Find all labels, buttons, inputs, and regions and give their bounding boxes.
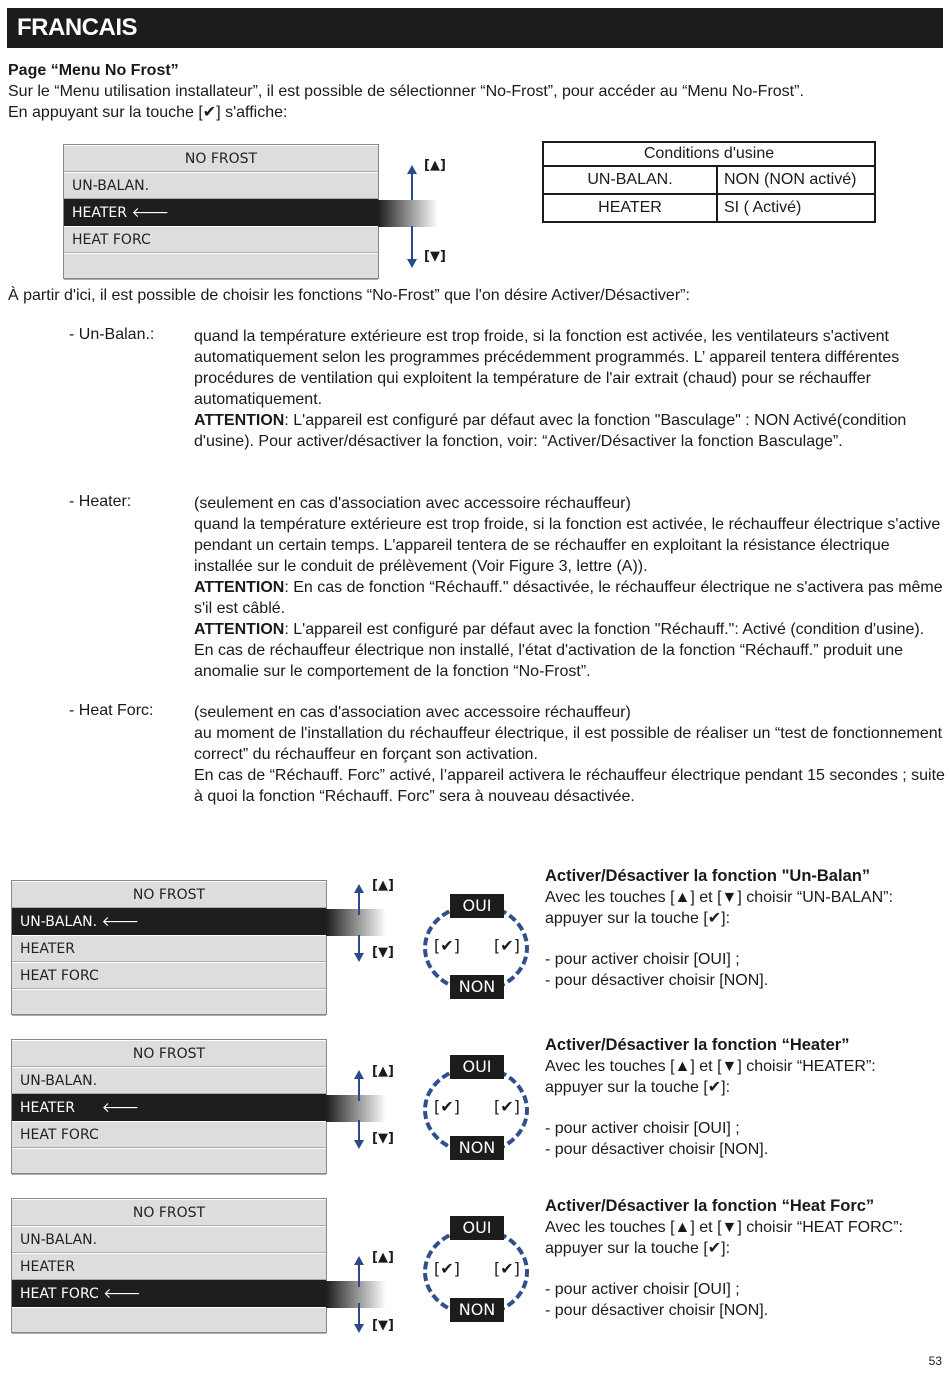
menu-item-unbalan-selected bbox=[12, 908, 326, 935]
intro-line2: En appuyant sur la touche [✔] s'affiche: bbox=[8, 104, 288, 121]
menu-item-heatforc: HEAT FORC bbox=[12, 962, 326, 989]
section-line: Avec les touches [▲] et [▼] choisir “UN-BALAN”: bbox=[545, 889, 893, 906]
table-row bbox=[543, 194, 875, 222]
section-line: Avec les touches [▲] et [▼] choisir “HEAT FORC”: bbox=[545, 1219, 903, 1236]
check-key-right: [✔] bbox=[494, 1259, 520, 1278]
attention-text: : En cas de fonction “Réchauff." désactivée, le réchauffeur électrique ne s'activera pas même s'il est câblé. bbox=[194, 579, 943, 617]
non-button: NON bbox=[450, 1298, 504, 1322]
key-down: [▼] bbox=[424, 249, 446, 264]
table-cell: UN-BALAN. bbox=[543, 166, 717, 194]
attention-label: ATTENTION bbox=[194, 412, 285, 429]
function-desc-unbalan bbox=[194, 326, 946, 452]
section-unbalan-text bbox=[545, 866, 945, 991]
table-cell: SI ( Activé) bbox=[717, 194, 875, 222]
section-heatforc-text bbox=[545, 1196, 945, 1321]
table-cell: HEATER bbox=[543, 194, 717, 222]
key-up: [▲] bbox=[372, 878, 394, 893]
arrow-down-icon bbox=[354, 1140, 364, 1149]
lcd-menu-heater bbox=[11, 1039, 327, 1174]
attention-text: : L'appareil est configuré par défaut avec la fonction "Réchauff.": Activé (condition d'usine). En cas de réchauffeur électrique non installé, l'état d'activation de la fonction “Réchauff.” produit une anomalie sur le comportement de la fonction “No-Frost”. bbox=[194, 621, 925, 680]
menu-empty-row bbox=[12, 1307, 326, 1334]
arrow-down-icon bbox=[407, 259, 417, 268]
arrow-down-icon bbox=[354, 953, 364, 962]
intro-heading: Page “Menu No Frost” bbox=[8, 62, 179, 79]
menu-empty-row bbox=[64, 253, 378, 280]
scroll-line-top bbox=[358, 1077, 360, 1101]
menu-item-heater: HEATER bbox=[12, 935, 326, 962]
intro bbox=[8, 60, 938, 123]
choose-text: À partir d'ici, il est possible de choisir les fonctions “No-Frost” que l'on désire Activer/Désactiver”: bbox=[8, 287, 690, 304]
menu-item-heatforc-selected bbox=[12, 1280, 326, 1307]
lcd-menu-top bbox=[63, 144, 379, 279]
menu-item-heater-selected bbox=[12, 1094, 326, 1121]
page-number: 53 bbox=[928, 1354, 942, 1368]
section-line: - pour désactiver choisir [NON]. bbox=[545, 1302, 769, 1319]
section-line: appuyer sur la touche [✔]: bbox=[545, 1240, 731, 1257]
section-line: - pour activer choisir [OUI] ; bbox=[545, 1120, 740, 1137]
desc-text: au moment de l'installation du réchauffeur électrique, il est possible de réaliser un “test de fonctionnement correct” du réchauffeur en forçant son activation. bbox=[194, 725, 943, 763]
section-heater-text bbox=[545, 1035, 945, 1160]
scroll-line-top bbox=[358, 891, 360, 915]
section-heading: Activer/Désactiver la fonction “Heat Forc” bbox=[545, 1197, 875, 1215]
menu-item-label: UN-BALAN. bbox=[20, 914, 98, 930]
menu-title: NO FROST bbox=[12, 881, 326, 908]
arrow-left-icon: 🡐 bbox=[131, 205, 169, 221]
function-label: - Heater: bbox=[69, 493, 132, 510]
section-line: - pour désactiver choisir [NON]. bbox=[545, 1141, 769, 1158]
section-line: - pour activer choisir [OUI] ; bbox=[545, 951, 740, 968]
check-key-left: [✔] bbox=[434, 936, 460, 955]
desc-text: (seulement en cas d'association avec accessoire réchauffeur) bbox=[194, 495, 631, 512]
section-line: appuyer sur la touche [✔]: bbox=[545, 1079, 731, 1096]
menu-item-unbalan: UN-BALAN. bbox=[12, 1226, 326, 1253]
key-up: [▲] bbox=[372, 1250, 394, 1265]
menu-item-unbalan: UN-BALAN. bbox=[12, 1067, 326, 1094]
check-key-right: [✔] bbox=[494, 936, 520, 955]
key-down: [▼] bbox=[372, 1131, 394, 1146]
scroll-line-bottom bbox=[411, 226, 413, 262]
table-header: Conditions d'usine bbox=[543, 142, 875, 166]
table-cell: NON (NON activé) bbox=[717, 166, 875, 194]
menu-item-heatforc: HEAT FORC bbox=[64, 226, 378, 253]
attention-note bbox=[194, 410, 946, 452]
section-line: - pour activer choisir [OUI] ; bbox=[545, 1281, 740, 1298]
factory-conditions-table bbox=[542, 141, 876, 223]
desc-text: En cas de “Réchauff. Forc” activé, l’appareil activera le réchauffeur électrique pendant 15 secondes ; suite à quoi la fonction “Réchauff. Forc” sera à nouveau désactivée. bbox=[194, 767, 945, 805]
menu-empty-row bbox=[12, 1148, 326, 1175]
function-desc-heatforc bbox=[194, 702, 946, 807]
menu-title: NO FROST bbox=[64, 145, 378, 172]
lcd-menu-heatforc bbox=[11, 1198, 327, 1333]
arrow-down-icon bbox=[354, 1324, 364, 1333]
section-line: Avec les touches [▲] et [▼] choisir “HEATER”: bbox=[545, 1058, 876, 1075]
menu-item-heater: HEATER bbox=[12, 1253, 326, 1280]
check-key-left: [✔] bbox=[434, 1097, 460, 1116]
attention-label: ATTENTION bbox=[194, 621, 285, 638]
menu-item-unbalan: UN-BALAN. bbox=[64, 172, 378, 199]
arrow-left-icon: 🡐 bbox=[101, 1100, 140, 1116]
menu-item-label: HEATER bbox=[20, 1100, 75, 1116]
arrow-left-icon: 🡐 bbox=[103, 1286, 141, 1302]
non-button: NON bbox=[450, 975, 504, 999]
menu-empty-row bbox=[12, 989, 326, 1016]
key-up: [▲] bbox=[372, 1064, 394, 1079]
table-row bbox=[543, 166, 875, 194]
non-button: NON bbox=[450, 1136, 504, 1160]
key-up: [▲] bbox=[424, 158, 446, 173]
check-key-right: [✔] bbox=[494, 1097, 520, 1116]
desc-text: (seulement en cas d'association avec accessoire réchauffeur) bbox=[194, 704, 631, 721]
function-label: - Heat Forc: bbox=[69, 702, 154, 719]
attention-text: : L'appareil est configuré par défaut avec la fonction "Basculage" : NON Activé(condition d'usine). Pour activer/désactiver la fonction, voir: “Activer/Désactiver la fonction Basculage”. bbox=[194, 412, 907, 450]
lcd-menu-unbalan bbox=[11, 880, 327, 1015]
oui-button: OUI bbox=[450, 1216, 504, 1240]
function-desc-heater bbox=[194, 493, 946, 682]
menu-title: NO FROST bbox=[12, 1199, 326, 1226]
section-line: - pour désactiver choisir [NON]. bbox=[545, 972, 769, 989]
arrow-left-icon: 🡐 bbox=[101, 914, 140, 930]
desc-text: quand la température extérieure est trop froide, si la fonction est activée, les ventilateurs s'activent automatiquement selon les programmes précédemment programmés. L’ appareil tentera différentes procédures de ventilation qui exploitent la température de l'air extrait (chaud) pour se réchauffer automatiquement. bbox=[194, 328, 900, 408]
key-down: [▼] bbox=[372, 1318, 394, 1333]
oui-button: OUI bbox=[450, 894, 504, 918]
attention-label: ATTENTION bbox=[194, 579, 285, 596]
intro-line1: Sur le “Menu utilisation installateur”, il est possible de sélectionner “No-Frost”, pour accéder au “Menu No-Frost”. bbox=[8, 83, 804, 100]
menu-item-heater-selected bbox=[64, 199, 378, 226]
desc-text: quand la température extérieure est trop froide, si la fonction est activée, le réchauffeur électrique s'active pendant un certain temps. L'appareil tentera de se réchauffer en exploitant la résistance électrique installée sur le conduit de prélèvement (Voir Figure 3, lettre (A)). bbox=[194, 516, 941, 575]
menu-item-label: HEAT FORC bbox=[20, 1286, 99, 1302]
section-heading: Activer/Désactiver la fonction “Heater” bbox=[545, 1036, 850, 1054]
section-header: FRANCAIS bbox=[7, 8, 943, 48]
scroll-line-top bbox=[411, 172, 413, 200]
section-heading: Activer/Désactiver la fonction "Un-Balan” bbox=[545, 867, 871, 885]
check-key-left: [✔] bbox=[434, 1259, 460, 1278]
oui-button: OUI bbox=[450, 1055, 504, 1079]
menu-item-heatforc: HEAT FORC bbox=[12, 1121, 326, 1148]
attention-note bbox=[194, 619, 946, 682]
key-down: [▼] bbox=[372, 945, 394, 960]
menu-title: NO FROST bbox=[12, 1040, 326, 1067]
attention-note bbox=[194, 577, 946, 619]
function-label: - Un-Balan.: bbox=[69, 326, 155, 343]
scroll-line-top bbox=[358, 1263, 360, 1287]
menu-item-label: HEATER bbox=[72, 205, 127, 221]
section-line: appuyer sur la touche [✔]: bbox=[545, 910, 731, 927]
